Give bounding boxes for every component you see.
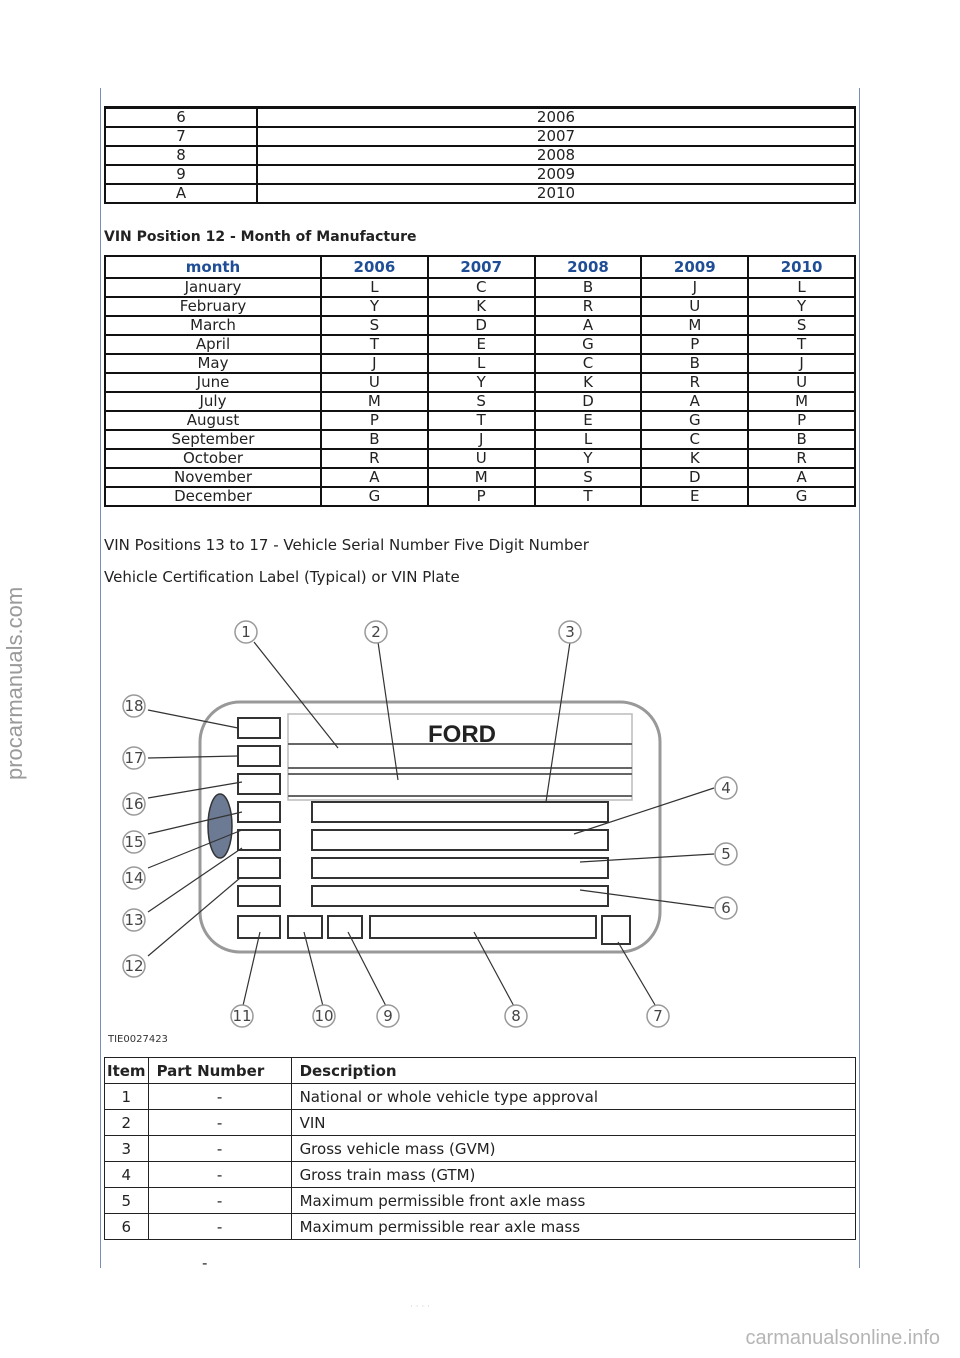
part-number-cell: -	[148, 1188, 291, 1214]
month-code-cell: C	[535, 354, 642, 373]
callout-number: 17	[124, 749, 144, 767]
left-field-boxes	[238, 718, 280, 906]
month-code-cell: E	[535, 411, 642, 430]
table-row	[105, 411, 855, 430]
month-code-cell: R	[641, 373, 748, 392]
ford-brand-text: FORD	[428, 721, 496, 748]
month-name-cell: May	[105, 354, 321, 373]
month-code-cell: K	[428, 297, 535, 316]
month-code-cell: S	[428, 392, 535, 411]
month-name-cell: November	[105, 468, 321, 487]
callout-number: 13	[124, 911, 144, 929]
month-code-cell: K	[641, 449, 748, 468]
column-header: 2006	[321, 256, 428, 278]
part-number-cell: -	[148, 1162, 291, 1188]
column-header: 2009	[641, 256, 748, 278]
month-name-cell: September	[105, 430, 321, 449]
year-code-cell: 6	[105, 108, 257, 128]
month-name-cell: January	[105, 278, 321, 297]
callout-number: 7	[653, 1007, 663, 1025]
month-code-cell: D	[428, 316, 535, 335]
month-code-table	[104, 255, 856, 507]
table-row	[105, 146, 855, 165]
table-row	[105, 1110, 856, 1136]
month-code-cell: G	[321, 487, 428, 506]
year-value-cell: 2008	[257, 146, 855, 165]
table-row	[105, 468, 855, 487]
trailing-dash: -	[202, 1254, 208, 1272]
description-cell: National or whole vehicle type approval	[291, 1084, 855, 1110]
right-border-line	[859, 88, 860, 1268]
month-code-cell: L	[428, 354, 535, 373]
month-code-cell: Y	[428, 373, 535, 392]
year-code-cell: 8	[105, 146, 257, 165]
year-value-cell: 2006	[257, 108, 855, 128]
side-watermark: procarmanuals.com	[2, 586, 27, 780]
month-code-cell: A	[321, 468, 428, 487]
month-name-cell: December	[105, 487, 321, 506]
month-code-cell: B	[641, 354, 748, 373]
table-row	[105, 297, 855, 316]
table-row	[105, 108, 855, 128]
item-number-cell: 6	[105, 1214, 149, 1240]
callout-number: 9	[383, 1007, 393, 1025]
month-code-cell: R	[535, 297, 642, 316]
month-code-cell: C	[641, 430, 748, 449]
year-value-cell: 2009	[257, 165, 855, 184]
table-row	[105, 1162, 856, 1188]
month-code-cell: P	[428, 487, 535, 506]
month-code-cell: U	[428, 449, 535, 468]
part-number-cell: -	[148, 1136, 291, 1162]
year-code-cell: 7	[105, 127, 257, 146]
table-row	[105, 1188, 856, 1214]
month-code-cell: E	[428, 335, 535, 354]
month-code-cell: U	[641, 297, 748, 316]
month-code-cell: S	[748, 316, 855, 335]
month-code-cell: E	[641, 487, 748, 506]
callout-number: 5	[721, 845, 731, 863]
table-row	[105, 354, 855, 373]
year-code-cell: 9	[105, 165, 257, 184]
month-code-cell: K	[535, 373, 642, 392]
callout-number: 1	[241, 623, 251, 641]
callout-number: 10	[314, 1007, 334, 1025]
month-code-cell: U	[321, 373, 428, 392]
month-code-cell: R	[748, 449, 855, 468]
month-code-cell: B	[748, 430, 855, 449]
month-code-cell: Y	[321, 297, 428, 316]
description-cell: VIN	[291, 1110, 855, 1136]
callout-number: 14	[124, 869, 144, 887]
callout-number: 3	[565, 623, 575, 641]
column-header: 2008	[535, 256, 642, 278]
month-section-heading: VIN Position 12 - Month of Manufacture	[104, 229, 417, 245]
column-header: Part Number	[148, 1058, 291, 1084]
item-number-cell: 1	[105, 1084, 149, 1110]
month-code-cell: T	[748, 335, 855, 354]
callout-number: 16	[124, 795, 144, 813]
month-code-cell: B	[321, 430, 428, 449]
month-code-cell: S	[321, 316, 428, 335]
callout-number: 11	[232, 1007, 252, 1025]
column-header: 2010	[748, 256, 855, 278]
page-footer-mark: · · · ·	[410, 1302, 431, 1312]
table-row	[105, 278, 855, 297]
table-row	[105, 487, 855, 506]
part-number-cell: -	[148, 1214, 291, 1240]
month-code-cell: U	[748, 373, 855, 392]
month-code-cell: D	[641, 468, 748, 487]
month-code-cell: T	[428, 411, 535, 430]
certification-label-text: Vehicle Certification Label (Typical) or VIN Plate	[104, 568, 460, 586]
month-code-cell: P	[748, 411, 855, 430]
month-name-cell: February	[105, 297, 321, 316]
month-name-cell: August	[105, 411, 321, 430]
description-cell: Gross vehicle mass (GVM)	[291, 1136, 855, 1162]
month-code-cell: M	[641, 316, 748, 335]
middle-field-boxes	[312, 802, 608, 906]
month-code-cell: L	[321, 278, 428, 297]
table-row	[105, 449, 855, 468]
month-name-cell: July	[105, 392, 321, 411]
table-row	[105, 1214, 856, 1240]
ford-oval-logo	[208, 794, 232, 858]
table-row	[105, 1084, 856, 1110]
month-code-cell: S	[535, 468, 642, 487]
column-header: Item	[105, 1058, 149, 1084]
item-number-cell: 3	[105, 1136, 149, 1162]
month-code-cell: G	[535, 335, 642, 354]
column-header: Description	[291, 1058, 855, 1084]
table-row	[105, 1136, 856, 1162]
month-code-cell: L	[748, 278, 855, 297]
month-code-cell: B	[535, 278, 642, 297]
vin-plate-diagram	[104, 612, 856, 1052]
item-number-cell: 2	[105, 1110, 149, 1136]
column-header: month	[105, 256, 321, 278]
month-code-cell: G	[748, 487, 855, 506]
month-code-cell: A	[748, 468, 855, 487]
item-number-cell: 5	[105, 1188, 149, 1214]
month-code-cell: T	[321, 335, 428, 354]
callout-number: 6	[721, 899, 731, 917]
part-number-cell: -	[148, 1110, 291, 1136]
month-code-cell: P	[321, 411, 428, 430]
table-row	[105, 392, 855, 411]
month-code-cell: J	[748, 354, 855, 373]
table-row	[105, 373, 855, 392]
leader-lines	[148, 642, 714, 1010]
month-code-cell: A	[535, 316, 642, 335]
table-row	[105, 165, 855, 184]
callout-number: 15	[124, 833, 144, 851]
callout-number: 2	[371, 623, 381, 641]
month-code-cell: M	[428, 468, 535, 487]
month-code-cell: C	[428, 278, 535, 297]
month-code-cell: Y	[535, 449, 642, 468]
month-code-cell: G	[641, 411, 748, 430]
month-name-cell: March	[105, 316, 321, 335]
month-code-cell: J	[321, 354, 428, 373]
month-name-cell: October	[105, 449, 321, 468]
month-code-cell: D	[535, 392, 642, 411]
year-value-cell: 2010	[257, 184, 855, 203]
table-row	[105, 316, 855, 335]
month-code-cell: J	[428, 430, 535, 449]
callout-number: 8	[511, 1007, 521, 1025]
callout-number: 12	[124, 957, 144, 975]
month-code-cell: M	[321, 392, 428, 411]
bottom-watermark: carmanualsonline.info	[745, 1327, 940, 1349]
description-cell: Maximum permissible rear axle mass	[291, 1214, 855, 1240]
table-row	[105, 430, 855, 449]
month-code-cell: P	[641, 335, 748, 354]
year-value-cell: 2007	[257, 127, 855, 146]
month-code-cell: R	[321, 449, 428, 468]
month-code-cell: Y	[748, 297, 855, 316]
month-code-cell: J	[641, 278, 748, 297]
description-cell: Maximum permissible front axle mass	[291, 1188, 855, 1214]
item-number-cell: 4	[105, 1162, 149, 1188]
month-code-cell: M	[748, 392, 855, 411]
figure-id: TIE0027423	[108, 1034, 168, 1045]
table-row	[105, 335, 855, 354]
description-cell: Gross train mass (GTM)	[291, 1162, 855, 1188]
year-code-table	[104, 106, 856, 204]
table-row	[105, 127, 855, 146]
table-row	[105, 184, 855, 203]
month-code-cell: T	[535, 487, 642, 506]
bottom-field-boxes	[238, 916, 630, 944]
month-name-cell: June	[105, 373, 321, 392]
year-code-cell: A	[105, 184, 257, 203]
serial-number-text: VIN Positions 13 to 17 - Vehicle Serial Number Five Digit Number	[104, 536, 589, 554]
month-name-cell: April	[105, 335, 321, 354]
column-header: 2007	[428, 256, 535, 278]
callout-number: 18	[124, 697, 144, 715]
left-border-line	[100, 88, 101, 1268]
month-code-cell: L	[535, 430, 642, 449]
items-table	[104, 1057, 856, 1240]
callout-number: 4	[721, 779, 731, 797]
month-code-cell: A	[641, 392, 748, 411]
part-number-cell: -	[148, 1084, 291, 1110]
